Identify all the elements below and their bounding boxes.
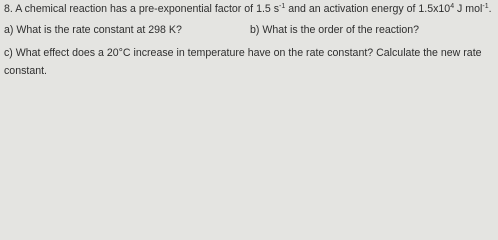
- part-b: b) What is the order of the reaction?: [250, 24, 419, 36]
- question-stem: 8. A chemical reaction has a pre-exponential factor of 1.5 $s^{-1}$ and an activation energy of $1.5x10^4$ J mol$^{-1}$.: [4, 3, 492, 15]
- part-a: a) What is the rate constant at 298 K?: [4, 24, 182, 36]
- part-c-continuation: constant.: [4, 65, 47, 77]
- activation-energy: $1.5x10^4$ J mol$^{-1}$: [418, 3, 489, 15]
- parts-ab-row: [4, 24, 419, 37]
- question-number: 8.: [4, 3, 13, 15]
- pre-exponential-factor: 1.5 $s^{-1}$: [256, 3, 286, 15]
- temperature-increase: 20°C: [106, 47, 131, 59]
- part-c: c) What effect does a 20°C increase in temperature have on the rate constant? Calculate the new rate: [4, 47, 482, 59]
